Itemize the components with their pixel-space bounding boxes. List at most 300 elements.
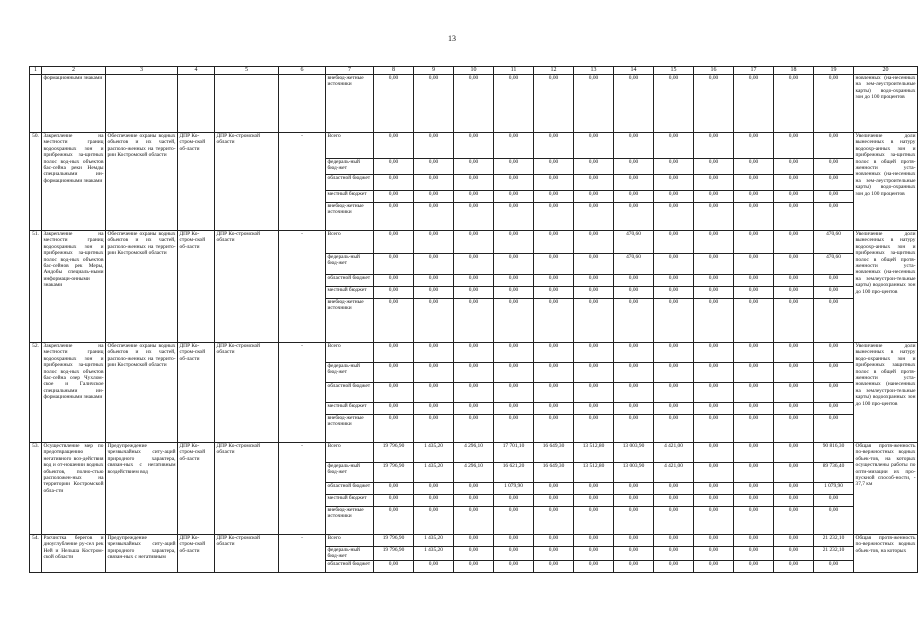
column-header: 11 <box>494 67 534 75</box>
value-cell: 0,00 <box>414 287 454 299</box>
column-header: 17 <box>734 67 774 75</box>
value-cell: 0,00 <box>814 191 854 203</box>
page-number: 13 <box>448 34 456 43</box>
value-cell: 0,00 <box>374 191 414 203</box>
result-indicator-cell: Общая протя-женность по-вержностных водных объек-тов, на которых осуществлены работы по опти-мизации их про-пускной способ-ности, - 37,7 км <box>854 443 918 535</box>
value-cell: 0,00 <box>734 287 774 299</box>
value-cell: 0,00 <box>734 415 774 443</box>
value-cell: 0,00 <box>454 133 494 159</box>
column-header: 9 <box>414 67 454 75</box>
value-cell: 0,00 <box>534 191 574 203</box>
value-cell: 470,60 <box>814 254 854 275</box>
funding-source-cell: федераль-ный бюд-жет <box>326 463 374 483</box>
funding-source-cell: местный бюджет <box>326 403 374 415</box>
value-cell: 0,00 <box>694 275 734 287</box>
value-cell: 0,00 <box>494 254 534 275</box>
value-cell: 0,00 <box>694 159 734 175</box>
value-cell: 0,00 <box>614 363 654 383</box>
value-cell: 0,00 <box>374 495 414 507</box>
value-cell: 0,00 <box>454 175 494 191</box>
value-cell: 0,00 <box>774 483 814 495</box>
funding-source-cell: областной бюджет <box>326 483 374 495</box>
empty-cell <box>106 75 178 133</box>
value-cell: 0,00 <box>774 383 814 403</box>
value-cell: 0,00 <box>654 535 694 547</box>
value-cell: 0,00 <box>374 299 414 343</box>
value-cell: 0,00 <box>534 159 574 175</box>
value-cell: 0,00 <box>494 159 534 175</box>
value-cell: 0,00 <box>374 75 414 133</box>
value-cell: 0,00 <box>694 203 734 231</box>
value-cell: 0,00 <box>534 231 574 254</box>
row-number-cell: 52. <box>30 343 42 443</box>
value-cell: 0,00 <box>734 191 774 203</box>
table-row <box>30 343 918 363</box>
participant-cell: - <box>279 231 326 343</box>
value-cell: 0,00 <box>414 343 454 363</box>
value-cell: 0,00 <box>494 507 534 535</box>
value-cell: 0,00 <box>454 495 494 507</box>
value-cell: 0,00 <box>534 383 574 403</box>
value-cell: 0,00 <box>414 133 454 159</box>
value-cell: 0,00 <box>774 191 814 203</box>
value-cell: 470,60 <box>614 254 654 275</box>
value-cell: 0,00 <box>374 231 414 254</box>
value-cell: 0,00 <box>454 535 494 547</box>
table-row <box>30 535 918 547</box>
value-cell: 0,00 <box>494 299 534 343</box>
value-cell: 0,00 <box>734 75 774 133</box>
value-cell: 0,00 <box>574 191 614 203</box>
value-cell: 0,00 <box>774 159 814 175</box>
row-number-cell <box>30 75 42 133</box>
column-header: 14 <box>614 67 654 75</box>
column-header: 8 <box>374 67 414 75</box>
value-cell: 0,00 <box>694 560 734 572</box>
value-cell: 0,00 <box>774 443 814 463</box>
value-cell: 0,00 <box>574 483 614 495</box>
value-cell: 0,00 <box>494 203 534 231</box>
value-cell: 0,00 <box>814 133 854 159</box>
row-number-cell: 53. <box>30 443 42 535</box>
funding-source-cell: областной бюджет <box>326 175 374 191</box>
value-cell: 0,00 <box>654 299 694 343</box>
funding-source-cell: местный бюджет <box>326 287 374 299</box>
value-cell: 1 435,20 <box>414 547 454 561</box>
value-cell: 0,00 <box>414 191 454 203</box>
value-cell: 0,00 <box>814 383 854 403</box>
value-cell: 0,00 <box>694 547 734 561</box>
activity-name-cell: Расчистка берегов и дноуглубление ру-сел рек Ней и Нельша Костром-ской области <box>42 535 106 573</box>
funding-source-cell: внебюд-жетные источники <box>326 203 374 231</box>
value-cell: 0,00 <box>654 133 694 159</box>
value-cell: 0,00 <box>574 159 614 175</box>
value-cell: 0,00 <box>534 133 574 159</box>
activity-name-cell: Закрепление на местности границ водоохранных зон и прибрежных за-щитных полос вод-ных объектов бас-сейна реки Немды специальными ин-формационными знаками <box>42 133 106 231</box>
value-cell: 0,00 <box>574 415 614 443</box>
value-cell: 0,00 <box>494 363 534 383</box>
result-indicator-cell: Общая протя-женность по-вержностных водных объек-тов, на которых <box>854 535 918 573</box>
value-cell: 0,00 <box>614 287 654 299</box>
value-cell: 0,00 <box>374 287 414 299</box>
column-header: 20 <box>854 67 918 75</box>
value-cell: 0,00 <box>534 175 574 191</box>
column-header: 19 <box>814 67 854 75</box>
value-cell: 0,00 <box>574 203 614 231</box>
value-cell: 0,00 <box>814 403 854 415</box>
value-cell: 0,00 <box>734 203 774 231</box>
value-cell: 0,00 <box>614 343 654 363</box>
value-cell: 13 512,80 <box>574 443 614 463</box>
value-cell: 0,00 <box>654 507 694 535</box>
value-cell: 0,00 <box>534 415 574 443</box>
value-cell: 0,00 <box>734 159 774 175</box>
value-cell: 0,00 <box>734 560 774 572</box>
value-cell: 0,00 <box>614 507 654 535</box>
value-cell: 0,00 <box>774 507 814 535</box>
value-cell: 0,00 <box>694 299 734 343</box>
funding-source-cell: Всего <box>326 133 374 159</box>
responsible-cell: ДПР Ко-стром-ской об-ласти <box>178 343 215 443</box>
responsible-cell: ДПР Ко-стром-ской об-ласти <box>178 133 215 231</box>
value-cell: 0,00 <box>534 403 574 415</box>
value-cell: 0,00 <box>774 231 814 254</box>
value-cell: 0,00 <box>774 535 814 547</box>
value-cell: 0,00 <box>614 383 654 403</box>
column-header: 3 <box>106 67 178 75</box>
value-cell: 1 079,90 <box>494 483 534 495</box>
table-row-continuation <box>30 75 918 133</box>
value-cell: 0,00 <box>734 443 774 463</box>
value-cell: 0,00 <box>574 299 614 343</box>
value-cell: 0,00 <box>374 275 414 287</box>
value-cell: 0,00 <box>574 254 614 275</box>
value-cell: 0,00 <box>494 535 534 547</box>
value-cell: 0,00 <box>574 495 614 507</box>
result-indicator-cell: Увеличение доли вынесенных в натуру водо-охранных зон и прибрежных защитных полос в общей протя-женности уста-новленных (нанесенных на землеустрои-тельные карты) водоохранных зон до 100 про-центов <box>854 343 918 443</box>
participant-cell: - <box>279 443 326 535</box>
value-cell: 0,00 <box>614 547 654 561</box>
column-header: 4 <box>178 67 215 75</box>
value-cell: 0,00 <box>694 495 734 507</box>
value-cell: 0,00 <box>814 415 854 443</box>
funding-source-cell: Всего <box>326 231 374 254</box>
value-cell: 0,00 <box>574 75 614 133</box>
value-cell: 0,00 <box>374 363 414 383</box>
value-cell: 16 621,20 <box>494 463 534 483</box>
value-cell: 0,00 <box>614 483 654 495</box>
value-cell: 0,00 <box>814 75 854 133</box>
value-cell: 0,00 <box>734 403 774 415</box>
value-cell: 0,00 <box>654 231 694 254</box>
value-cell: 0,00 <box>774 343 814 363</box>
goal-cell: Предупреждение чрезвычайных ситу-аций природного характера, связан-ных с негативным <box>106 535 178 573</box>
goal-cell: Обеспечение охраны водных объектов и их частей, располо-женных на террито-рии Костромской области <box>106 231 178 343</box>
value-cell: 0,00 <box>774 415 814 443</box>
row-number-cell: 51. <box>30 231 42 343</box>
value-cell: 0,00 <box>494 560 534 572</box>
value-cell: 0,00 <box>534 535 574 547</box>
value-cell: 0,00 <box>734 133 774 159</box>
value-cell: 0,00 <box>734 495 774 507</box>
table-row <box>30 443 918 463</box>
value-cell: 0,00 <box>774 403 814 415</box>
funding-source-cell: внебюд-жетные источники <box>326 75 374 133</box>
value-cell: 4 296,10 <box>454 463 494 483</box>
value-cell: 0,00 <box>654 495 694 507</box>
column-header: 5 <box>215 67 279 75</box>
value-cell: 0,00 <box>734 463 774 483</box>
value-cell: 470,60 <box>614 231 654 254</box>
value-cell: 0,00 <box>454 403 494 415</box>
executor-cell: ДПР Ко-стромской области <box>215 231 279 343</box>
value-cell: 0,00 <box>574 507 614 535</box>
column-header: 12 <box>534 67 574 75</box>
value-cell: 0,00 <box>694 507 734 535</box>
row-number-cell: 50. <box>30 133 42 231</box>
funding-source-cell: федераль-ный бюд-жет <box>326 363 374 383</box>
value-cell: 0,00 <box>454 415 494 443</box>
value-cell: 0,00 <box>374 383 414 403</box>
value-cell: 13 512,80 <box>574 463 614 483</box>
executor-cell: ДПР Ко-стромской области <box>215 133 279 231</box>
value-cell: 0,00 <box>654 159 694 175</box>
value-cell: 0,00 <box>654 363 694 383</box>
value-cell: 0,00 <box>374 560 414 572</box>
value-cell: 470,60 <box>814 231 854 254</box>
value-cell: 0,00 <box>374 403 414 415</box>
value-cell: 0,00 <box>614 159 654 175</box>
value-cell: 0,00 <box>614 133 654 159</box>
value-cell: 0,00 <box>414 159 454 175</box>
value-cell: 0,00 <box>694 443 734 463</box>
value-cell: 0,00 <box>614 203 654 231</box>
value-cell: 0,00 <box>694 231 734 254</box>
funding-source-cell: федераль-ный бюд-жет <box>326 159 374 175</box>
value-cell: 90 816,30 <box>814 443 854 463</box>
value-cell: 13 003,90 <box>614 443 654 463</box>
goal-cell: Предупреждение чрезвычайных ситу-аций природного характера, связан-ных с негативным воздействием вод <box>106 443 178 535</box>
value-cell: 0,00 <box>614 175 654 191</box>
value-cell: 0,00 <box>414 495 454 507</box>
value-cell: 0,00 <box>494 133 534 159</box>
value-cell: 0,00 <box>734 507 774 535</box>
value-cell: 0,00 <box>454 363 494 383</box>
value-cell: 4 421,00 <box>654 443 694 463</box>
value-cell: 0,00 <box>774 287 814 299</box>
activity-name-cell: формационными знаками <box>42 75 106 133</box>
participant-cell: - <box>279 535 326 573</box>
value-cell: 21 232,10 <box>814 547 854 561</box>
value-cell: 0,00 <box>454 383 494 403</box>
value-cell: 0,00 <box>654 547 694 561</box>
value-cell: 0,00 <box>654 254 694 275</box>
responsible-cell: ДПР Ко-стром-ской об-ласти <box>178 231 215 343</box>
result-indicator-cell: Увеличение доли вынесенных в натуру водоохр-анных зон и прибрежных за-щитных полос в общей протя-женности уста-новленных (на-несенных на землеустрои-тельные карты) водоохранных зон до 100 про-центов <box>854 231 918 343</box>
value-cell: 0,00 <box>414 507 454 535</box>
value-cell: 0,00 <box>574 560 614 572</box>
value-cell: 0,00 <box>494 287 534 299</box>
value-cell: 0,00 <box>454 560 494 572</box>
value-cell: 0,00 <box>534 299 574 343</box>
value-cell: 0,00 <box>814 560 854 572</box>
column-header: 10 <box>454 67 494 75</box>
value-cell: 0,00 <box>694 175 734 191</box>
value-cell: 0,00 <box>534 495 574 507</box>
value-cell: 0,00 <box>774 75 814 133</box>
value-cell: 0,00 <box>574 547 614 561</box>
value-cell: 0,00 <box>694 254 734 275</box>
value-cell: 0,00 <box>734 299 774 343</box>
goal-cell: Обеспечение охраны водных объектов и их частей, располо-женных на террито-рии Костромской области <box>106 343 178 443</box>
value-cell: 0,00 <box>494 275 534 287</box>
empty-cell <box>178 75 215 133</box>
column-header: 2 <box>42 67 106 75</box>
value-cell: 16 649,30 <box>534 443 574 463</box>
value-cell: 1 435,20 <box>414 535 454 547</box>
value-cell: 17 701,10 <box>494 443 534 463</box>
value-cell: 19 796,90 <box>374 535 414 547</box>
value-cell: 0,00 <box>454 343 494 363</box>
value-cell: 0,00 <box>694 191 734 203</box>
value-cell: 0,00 <box>614 535 654 547</box>
row-number-cell: 54. <box>30 535 42 573</box>
value-cell: 0,00 <box>414 175 454 191</box>
value-cell: 21 232,10 <box>814 535 854 547</box>
activity-name-cell: Осуществление мер по предотвращению негативного воз-действия вод и от-ношении водных объектов, полно-стью расположен-ных на территории Костромской обла-сти <box>42 443 106 535</box>
value-cell: 1 079,90 <box>814 483 854 495</box>
value-cell: 0,00 <box>734 383 774 403</box>
value-cell: 0,00 <box>774 275 814 287</box>
value-cell: 0,00 <box>654 75 694 133</box>
value-cell: 0,00 <box>414 403 454 415</box>
value-cell: 0,00 <box>774 463 814 483</box>
value-cell: 4 421,00 <box>654 463 694 483</box>
value-cell: 0,00 <box>694 287 734 299</box>
value-cell: 0,00 <box>574 363 614 383</box>
empty-cell <box>215 75 279 133</box>
value-cell: 0,00 <box>534 203 574 231</box>
value-cell: 0,00 <box>454 75 494 133</box>
participant-cell: - <box>279 343 326 443</box>
value-cell: 0,00 <box>614 495 654 507</box>
value-cell: 0,00 <box>774 203 814 231</box>
value-cell: 0,00 <box>414 363 454 383</box>
column-header: 15 <box>654 67 694 75</box>
executor-cell: ДПР Ко-стромской области <box>215 343 279 443</box>
value-cell: 0,00 <box>374 415 414 443</box>
value-cell: 0,00 <box>774 560 814 572</box>
value-cell: 0,00 <box>734 254 774 275</box>
value-cell: 19 796,90 <box>374 463 414 483</box>
value-cell: 0,00 <box>414 299 454 343</box>
value-cell: 0,00 <box>374 507 414 535</box>
value-cell: 0,00 <box>454 203 494 231</box>
column-header: 7 <box>326 67 374 75</box>
value-cell: 0,00 <box>454 507 494 535</box>
value-cell: 0,00 <box>454 287 494 299</box>
value-cell: 0,00 <box>454 231 494 254</box>
value-cell: 0,00 <box>654 275 694 287</box>
value-cell: 0,00 <box>654 191 694 203</box>
value-cell: 1 435,20 <box>414 463 454 483</box>
value-cell: 0,00 <box>534 254 574 275</box>
funding-source-cell: федераль-ный бюд-жет <box>326 254 374 275</box>
value-cell: 0,00 <box>734 231 774 254</box>
value-cell: 0,00 <box>694 363 734 383</box>
value-cell: 0,00 <box>614 275 654 287</box>
value-cell: 0,00 <box>694 415 734 443</box>
value-cell: 0,00 <box>614 560 654 572</box>
value-cell: 0,00 <box>654 343 694 363</box>
column-header: 18 <box>774 67 814 75</box>
activity-name-cell: Закрепление на местности границ водоохранных зон и прибрежных за-щитных полос вод-ных объектов бас-сейна озер Чухлом-ское и Галичское специальными ин-формационными знаками <box>42 343 106 443</box>
value-cell: 0,00 <box>654 403 694 415</box>
value-cell: 0,00 <box>734 535 774 547</box>
value-cell: 0,00 <box>694 383 734 403</box>
value-cell: 0,00 <box>454 254 494 275</box>
budget-table <box>29 66 918 573</box>
value-cell: 0,00 <box>654 287 694 299</box>
value-cell: 0,00 <box>374 343 414 363</box>
responsible-cell: ДПР Ко-стром-ской об-ласти <box>178 443 215 535</box>
value-cell: 0,00 <box>614 415 654 443</box>
value-cell: 0,00 <box>494 415 534 443</box>
value-cell: 0,00 <box>454 275 494 287</box>
value-cell: 0,00 <box>694 535 734 547</box>
value-cell: 0,00 <box>774 363 814 383</box>
column-header: 1 <box>30 67 42 75</box>
value-cell: 0,00 <box>574 231 614 254</box>
value-cell: 0,00 <box>414 275 454 287</box>
value-cell: 0,00 <box>414 483 454 495</box>
value-cell: 0,00 <box>574 275 614 287</box>
value-cell: 0,00 <box>814 363 854 383</box>
value-cell: 0,00 <box>414 254 454 275</box>
funding-source-cell: Всего <box>326 443 374 463</box>
value-cell: 0,00 <box>654 203 694 231</box>
value-cell: 0,00 <box>814 343 854 363</box>
value-cell: 0,00 <box>814 203 854 231</box>
value-cell: 0,00 <box>414 203 454 231</box>
value-cell: 0,00 <box>814 175 854 191</box>
value-cell: 0,00 <box>574 383 614 403</box>
value-cell: 0,00 <box>374 203 414 231</box>
goal-cell: Обеспечение охраны водных объектов и их частей, располо-женных на террито-рии Костромской области <box>106 133 178 231</box>
value-cell: 0,00 <box>614 299 654 343</box>
value-cell: 0,00 <box>574 343 614 363</box>
value-cell: 0,00 <box>814 507 854 535</box>
funding-source-cell: федераль-ный бюд-жет <box>326 547 374 561</box>
value-cell: 0,00 <box>814 495 854 507</box>
value-cell: 0,00 <box>734 547 774 561</box>
funding-source-cell: областной бюджет <box>326 275 374 287</box>
value-cell: 0,00 <box>374 133 414 159</box>
result-indicator-cell: новленных (на-несенных на зем-леустроительные карты) водо-охранных зон до 100 процентов <box>854 75 918 133</box>
table-row <box>30 133 918 159</box>
value-cell: 0,00 <box>574 133 614 159</box>
value-cell: 0,00 <box>534 287 574 299</box>
value-cell: 0,00 <box>454 483 494 495</box>
value-cell: 0,00 <box>694 75 734 133</box>
value-cell: 0,00 <box>734 363 774 383</box>
value-cell: 0,00 <box>734 175 774 191</box>
empty-cell <box>279 75 326 133</box>
value-cell: 16 649,30 <box>534 463 574 483</box>
value-cell: 0,00 <box>694 133 734 159</box>
value-cell: 0,00 <box>654 560 694 572</box>
responsible-cell: ДПР Ко-стром-ской об-ласти <box>178 535 215 573</box>
